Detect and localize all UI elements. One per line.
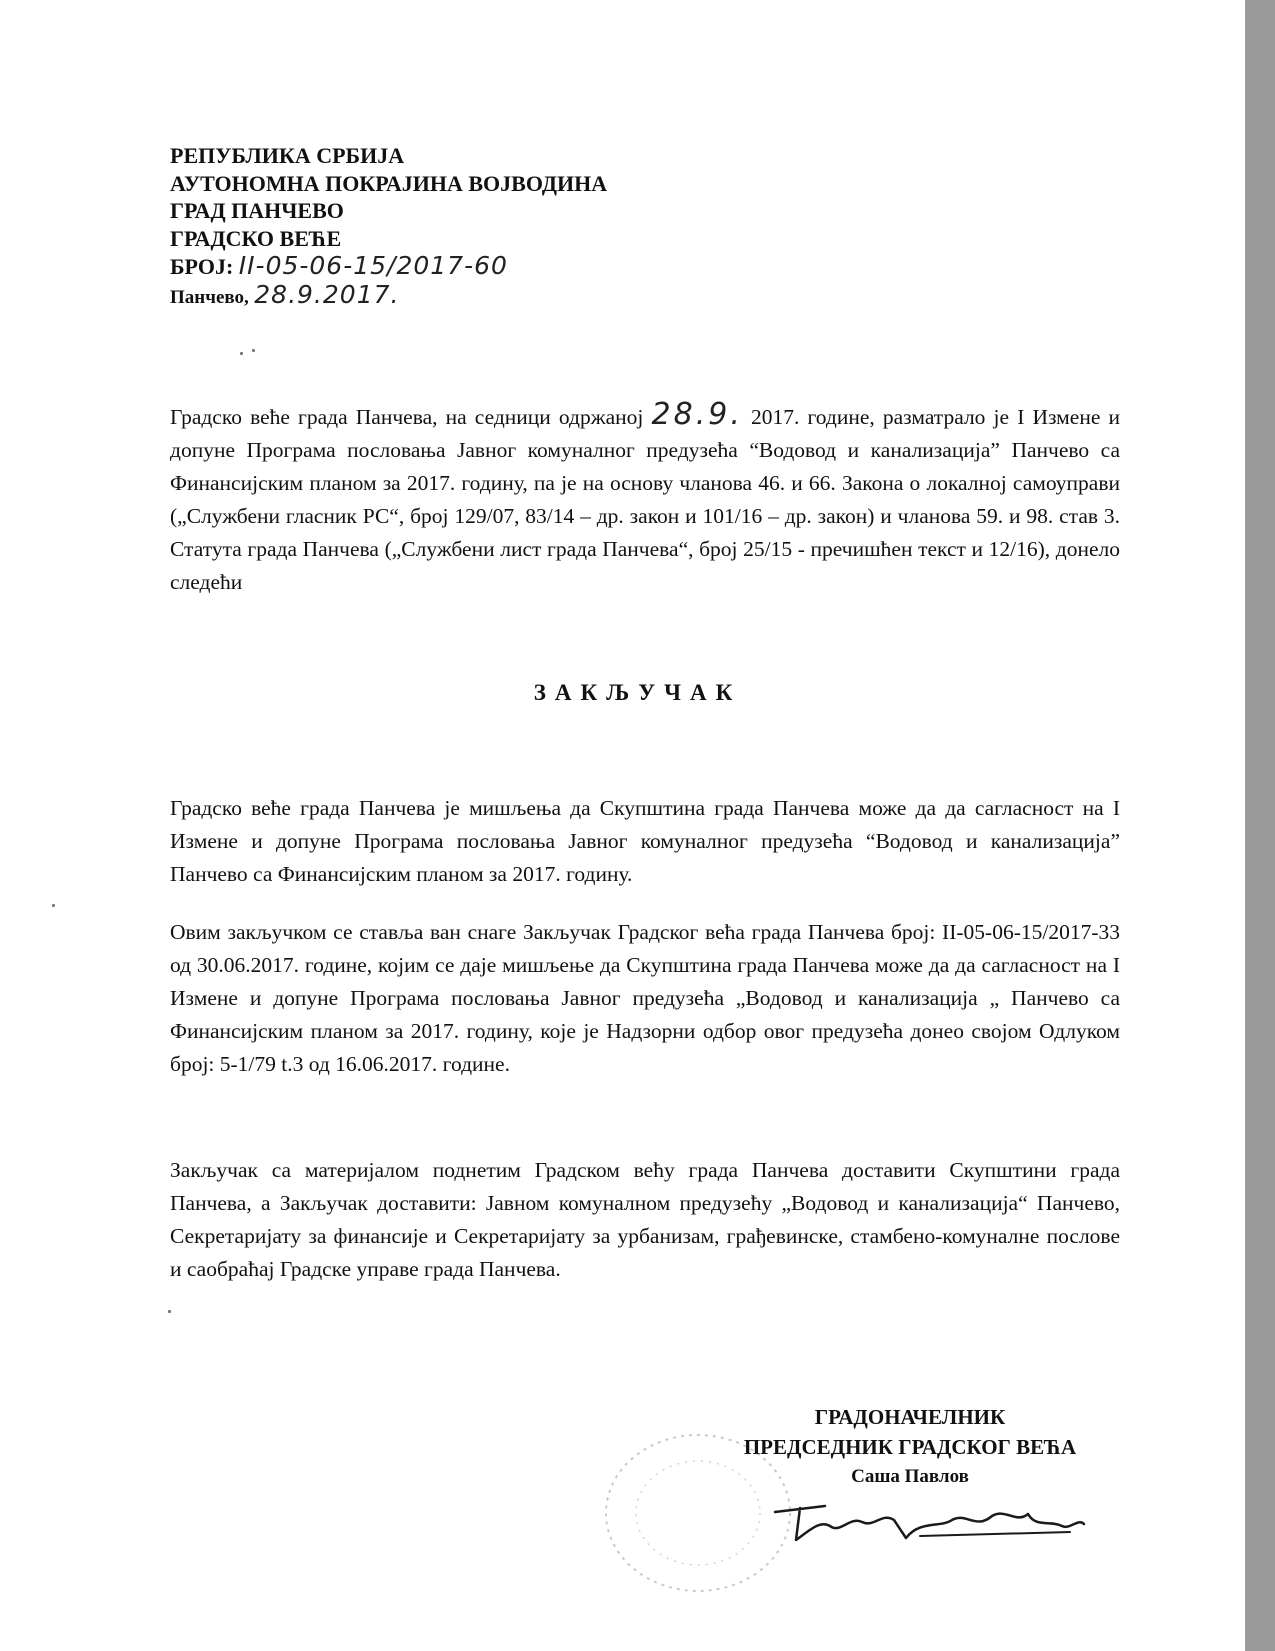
handwritten-date: 28.9.2017. bbox=[254, 279, 400, 309]
header-number-line bbox=[170, 252, 607, 281]
header-council: ГРАДСКО ВЕЋЕ bbox=[170, 225, 342, 251]
conclusion-paragraph-3: Закључак са материјалом поднетим Градском већу града Панчева доставити Скупштини града Панчева, а Закључак доставити: Јавном комуналном предузећу „Водовод и канализација“ Панчево, Секретаријату за финансије и Секретаријату за урбанизам, грађевинске, стамбено-комуналне послове и саобраћај Градске управе града Панчева. bbox=[170, 1158, 1120, 1281]
signature-block bbox=[700, 1402, 1120, 1492]
signatory-role-mayor: ГРАДОНАЧЕЛНИК bbox=[814, 1405, 1006, 1429]
document-title: ЗАКЉУЧАК bbox=[533, 680, 742, 705]
header-province: АУТОНОМНА ПОКРАЈИНА ВОЈВОДИНА bbox=[170, 170, 608, 196]
scan-edge-shadow bbox=[1245, 0, 1275, 1651]
handwritten-session-date: 28.9. bbox=[651, 397, 743, 432]
header-place-line bbox=[170, 281, 607, 312]
document-header bbox=[170, 142, 607, 311]
scan-speck bbox=[52, 904, 55, 907]
scan-speck bbox=[252, 349, 255, 352]
place-label: Панчево, bbox=[170, 286, 249, 308]
signatory-name: Саша Павлов bbox=[851, 1466, 969, 1487]
handwritten-number: II-05-06-15/2017-60 bbox=[238, 251, 508, 280]
intro-lead: Градско веће града Панчева, на седници одржаној bbox=[170, 405, 644, 429]
number-label: БРОЈ: bbox=[170, 254, 234, 279]
conclusion-paragraph-2: Овим закључком се ставља ван снаге Закључак Градског већа града Панчева број: II-05-06-15/2017-33 од 30.06.2017. године, којим се даје мишљење да Скупштина града Панчева може да да сагласност на I Измене и допуне Програма пословања Јавног предузећа „Водовод и канализација „ Панчево са Финансијским планом за 2017. годину, које је Надзорни одбор овог предузећа донео својом Одлуком број: 5-1/79 t.3 од 16.06.2017. године. bbox=[170, 920, 1120, 1076]
intro-body: 2017. године, разматрало је I Измене и допуне Програма пословања Јавног комуналног предузећа “Водовод и канализација” Панчево са Финансијским планом за 2017. годину, па је на основу чланова 46. и 66. Закона о локалној самоуправи („Службени гласник РС“, број 129/07, 83/14 – др. закон и 101/16 – др. закон) и чланова 59. и 98. став 3. Статута града Панчева („Службени лист града Панчева“, број 25/15 - пречишћен текст и 12/16), донело следећи bbox=[170, 405, 1121, 594]
conclusion-paragraph-1: Градско веће града Панчева је мишљења да Скупштина града Панчева може да да сагласност на I Измене и допуне Програма пословања Јавног комуналног предузећа “Водовод и канализација” Панчево са Финансијским планом за 2017. годину. bbox=[170, 796, 1120, 886]
scan-speck bbox=[168, 1310, 171, 1313]
scan-speck bbox=[240, 352, 243, 355]
header-republic: РЕПУБЛИКА СРБИЈА bbox=[170, 143, 405, 168]
handwritten-signature bbox=[770, 1490, 1090, 1550]
intro-paragraph bbox=[170, 398, 1120, 599]
header-city: ГРАД ПАНЧЕВО bbox=[170, 198, 344, 223]
signatory-role-president: ПРЕДСЕДНИК ГРАДСКОГ ВЕЋА bbox=[743, 1435, 1077, 1459]
